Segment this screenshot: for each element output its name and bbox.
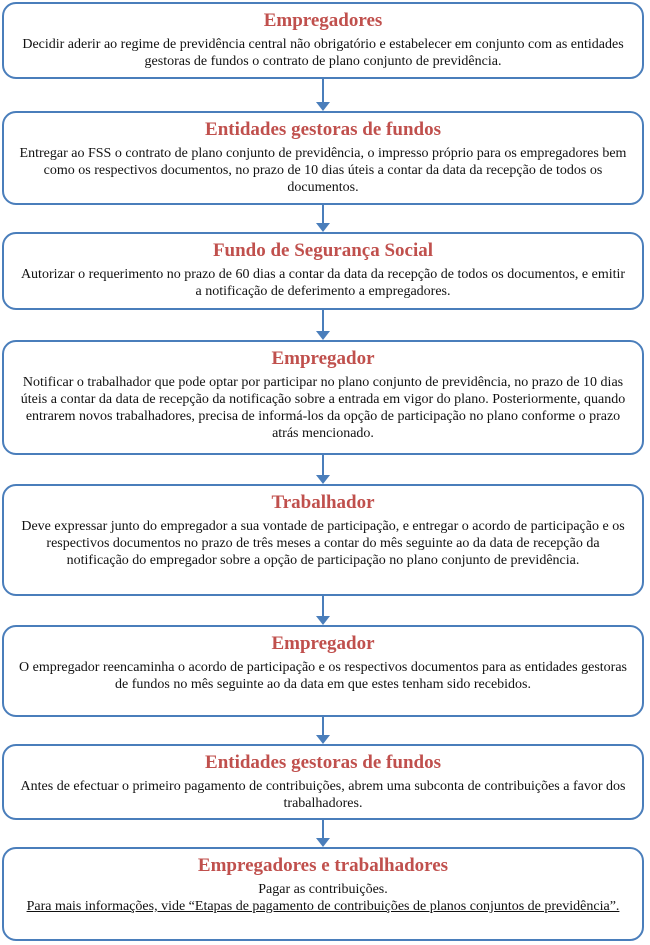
step-title: Empregadores e trabalhadores [197,855,449,876]
step-description: Pagar as contribuições. [258,882,388,897]
step-box-fund-managers [2,111,644,205]
step-title: Empregadores [263,10,383,31]
step-box-employer-forward [2,625,644,717]
more-info-link[interactable]: Para mais informações, vide “Etapas de pagamento de contribuições de planos conjuntos de previdência”. [26,899,620,914]
step-description: Notificar o trabalhador que pode optar por participar no plano conjunto de previdência, no prazo de 10 dias úteis a contar da data de recepção da notificação sobre a entrada em vigor do plano. Posteriormente, quando entrarem novos trabalhadores, precisa de informá-los da opção de participação no plano conforme o prazo atrás mencionado. [20,375,626,441]
step-description: Deve expressar junto do empregador a sua vontade de participação, e entregar o acordo de participação e os respectivos documentos no prazo de três meses a contar do mês seguinte ao da data de recepção da notificação do empregador sobre a opção de participação no plano conjunto de previdência. [21,519,625,568]
step-box-social-security-fund [2,232,644,310]
flow-arrow [316,596,330,625]
step-description: Decidir aderir ao regime de previdência central não obrigatório e estabelecer em conjunto com as entidades gestoras de fundos o contrato de plano conjunto de previdência. [22,37,624,69]
step-description: O empregador reencaminha o acordo de participação e os respectivos documentos para as entidades gestoras de fundos no mês seguinte ao da data em que estes tenham sido recebidos. [19,660,627,692]
step-description: Antes de efectuar o primeiro pagamento de contribuições, abrem uma subconta de contribuições a favor dos trabalhadores. [20,779,626,811]
step-box-employer-notify [2,340,644,455]
flow-arrow [316,455,330,484]
step-description: Autorizar o requerimento no prazo de 60 dias a contar da data da recepção de todos os documentos, e emitir a notificação de deferimento a empregadores. [20,267,626,299]
step-title: Entidades gestoras de fundos [205,752,441,773]
step-title: Entidades gestoras de fundos [205,119,441,140]
step-title: Empregador [271,348,375,369]
flow-arrow [316,717,330,744]
flow-arrow [316,820,330,847]
flow-arrow [316,205,330,232]
step-box-employers [2,2,644,79]
step-title: Trabalhador [271,492,375,513]
step-title: Empregador [271,633,375,654]
step-box-worker [2,484,644,596]
flow-arrow [316,310,330,340]
step-box-employers-and-workers [2,847,644,941]
step-title: Fundo de Segurança Social [212,240,434,261]
step-box-fund-managers-subaccount [2,744,644,820]
step-description: Entregar ao FSS o contrato de plano conjunto de previdência, o impresso próprio para os empregadores bem como os respectivos documentos, no prazo de 10 dias úteis a contar da data da recepção de todos os documentos. [19,146,627,195]
flow-arrow [316,79,330,111]
